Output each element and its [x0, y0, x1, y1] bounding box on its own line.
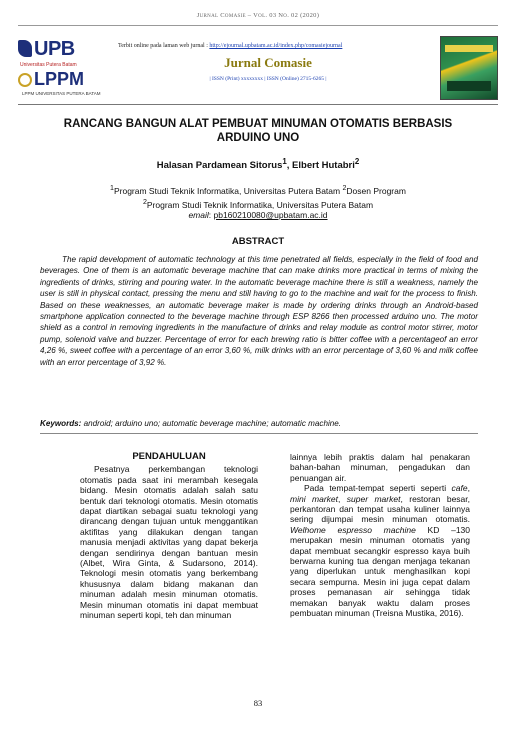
- section-heading: PENDAHULUAN: [132, 451, 206, 462]
- lppm-logo: [18, 69, 84, 90]
- upb-logo-subtitle: Universitas Putera Batam: [20, 62, 77, 68]
- keywords-text: android; arduino uno; automatic beverage machine; automatic machine.: [81, 419, 341, 428]
- col2-p1-c: ,: [337, 493, 347, 504]
- email-link[interactable]: pb160210080@upbatam.ac.id: [213, 210, 328, 220]
- lppm-logo-subtitle: LPPM UNIVERSITAS PUTERA BATAM: [22, 91, 101, 96]
- email-sep: :: [208, 210, 214, 220]
- email-line: [40, 209, 476, 221]
- journal-url-prefix: Terbit online pada laman web jurnal :: [118, 43, 208, 49]
- affil-2-sup: 2: [142, 198, 147, 206]
- col2-p1-cafe: cafe: [451, 483, 468, 494]
- email-label: email: [188, 210, 209, 220]
- col2-paragraph-1: [290, 483, 470, 618]
- keywords-rule: [40, 433, 478, 434]
- journal-title: Jurnal Comasie: [224, 55, 312, 70]
- upb-logo-text: UPB: [34, 38, 75, 60]
- lppm-logo-text: LPPM: [34, 69, 85, 89]
- running-head: Jurnal Comasie – Vol. 03 No. 02 (2020): [196, 12, 320, 19]
- abstract-text: The rapid development of automatic technology at this time penetrated all fields, especially in the field of food and beverages. One of them is an automatic beverage machine that can make drinks more practical in terms of mixing the ingredients of drinks, stirring and pouring water. In the automatic beverage machine there is still a weakness, namely the user is still in physical contact, pressing the menu and still having to go to the machine and wait for the process to finish. Based on these weaknesses, an automatic beverage maker is made by ordering drinks through an Android-based smartphone application connected to the beverage machine through ESP 8266 then processed arduino uno. The motor shield as a control in removing ingredients in the manufacture of drinks and relay module as control motor stirrer, motor pump, solenoid valve and buzzer. Percentage of error for each brewing ratio is bitter coffee with a percentageof an error 4,26 %, sweet coffee with a percentage of an error 3,60 %, milk drinks with an error percentage of 3,60 % and milk coffee with an error percentage of 3,92 %.: [40, 255, 478, 367]
- col2-p1-e: KD –130 merupakan mesin minuman otomatis yang dapat membuat secangkir espresso kaya buih berwarna kuning tua dengan menjaga tekanan yang diperlukan untuk menghasilkan kopi secara sempurna. Mesin ini juga cepat dalam proses pemanasan air sehingga tidak memakan banyak waktu dalam proses pembuatan minuman (Treisna Mustika, 2016).: [290, 524, 470, 619]
- cover-band-top: [445, 45, 493, 52]
- journal-url-link[interactable]: http://ejournal.upbatam.ac.id/index.php/comasiejournal: [209, 43, 343, 49]
- upb-logo-mark-icon: [18, 40, 32, 57]
- col2-paragraph-0: lainnya lebih praktis dalam hal penakaran bahan-bahan minuman, pengadukan dan penuangan air.: [290, 452, 470, 483]
- author-2: , Elbert Hutabri: [286, 160, 355, 172]
- col2-p1-machine-name: Welhome espresso machine: [290, 524, 416, 535]
- page-number: 83: [253, 698, 263, 708]
- lppm-logo-mark-icon: [18, 73, 32, 87]
- institution-logos: [18, 38, 101, 100]
- affil-2-text: Program Studi Teknik Informatika, Universitas Putera Batam: [146, 199, 374, 210]
- journal-header-box: [118, 33, 418, 97]
- upb-logo: [18, 38, 75, 61]
- abstract-heading: ABSTRACT: [231, 236, 285, 247]
- col2-p1-b: ,: [467, 483, 470, 494]
- header-bottom-rule: [18, 104, 498, 105]
- affil-1-text: Program Studi Teknik Informatika, Universitas Putera Batam: [113, 185, 341, 196]
- col2-p1-d: , restoran besar, perkantoran dan tempat usaha kuliner lainnya sering dijumpai mesin minuman otomatis.: [290, 493, 470, 525]
- affiliation-line-1: [40, 182, 476, 197]
- affil-1-sup: 1: [110, 184, 114, 192]
- col2-p1-minimarket: mini market: [290, 493, 338, 504]
- author-2-sup: 2: [354, 157, 360, 166]
- affil-1b-text: Dosen Program: [346, 185, 406, 196]
- col2-p1-a: Pada tempat-tempat seperti seperti: [304, 483, 452, 494]
- header-rule: [18, 25, 498, 26]
- col1-paragraph: [80, 464, 258, 620]
- journal-url-line: [118, 43, 342, 49]
- keywords-line: [40, 419, 480, 428]
- body-column-2: [290, 452, 470, 619]
- body-column-1: [80, 452, 258, 621]
- col2-p1-supermarket: super market: [346, 493, 401, 504]
- article-authors: [60, 157, 456, 171]
- col1-p1-text: Pesatnya perkembangan teknologi otomatis pada saat ini merambah kesegala bidang. Mesin otomatis adalah salah satu bentuk dari teknologi otomatis. Mesin otomatis dapat diartikan sebagai suatu teknologi yang dirancang dengan tujuan untuk menggantikan aktifitas yang dilakukan dengan tangan manusia menjadi aktivitas yang dapat bekerja dengan sendirinya dengan bantuan mesin (Albet, Wira Ginta, & Sudarsono, 2014). Teknologi mesin otomatis yang berkembang khusus: [80, 464, 258, 589]
- journal-cover-thumbnail: [440, 36, 498, 100]
- article-title: RANCANG BANGUN ALAT PEMBUAT MINUMAN OTOMATIS BERBASIS ARDUINO UNO: [63, 118, 453, 144]
- author-1-sup: 1: [282, 157, 287, 166]
- cover-band-bottom: [447, 81, 491, 91]
- journal-issn: | ISSN (Print) xxxxxxxx | ISSN (Online) 2715-6265 |: [209, 76, 327, 82]
- affil-1b-sup: 2: [342, 184, 347, 192]
- author-1: Halasan Pardamean Sitorus: [156, 160, 283, 172]
- col1-p1-tail: nya dalam bidang makanan dan minuman adalah mesin minuman otomatis. Mesin minuman otomatis ini dapat membuat minuman seperti kopi, teh dan minuman: [80, 578, 258, 621]
- keywords-label: Keywords:: [40, 419, 82, 428]
